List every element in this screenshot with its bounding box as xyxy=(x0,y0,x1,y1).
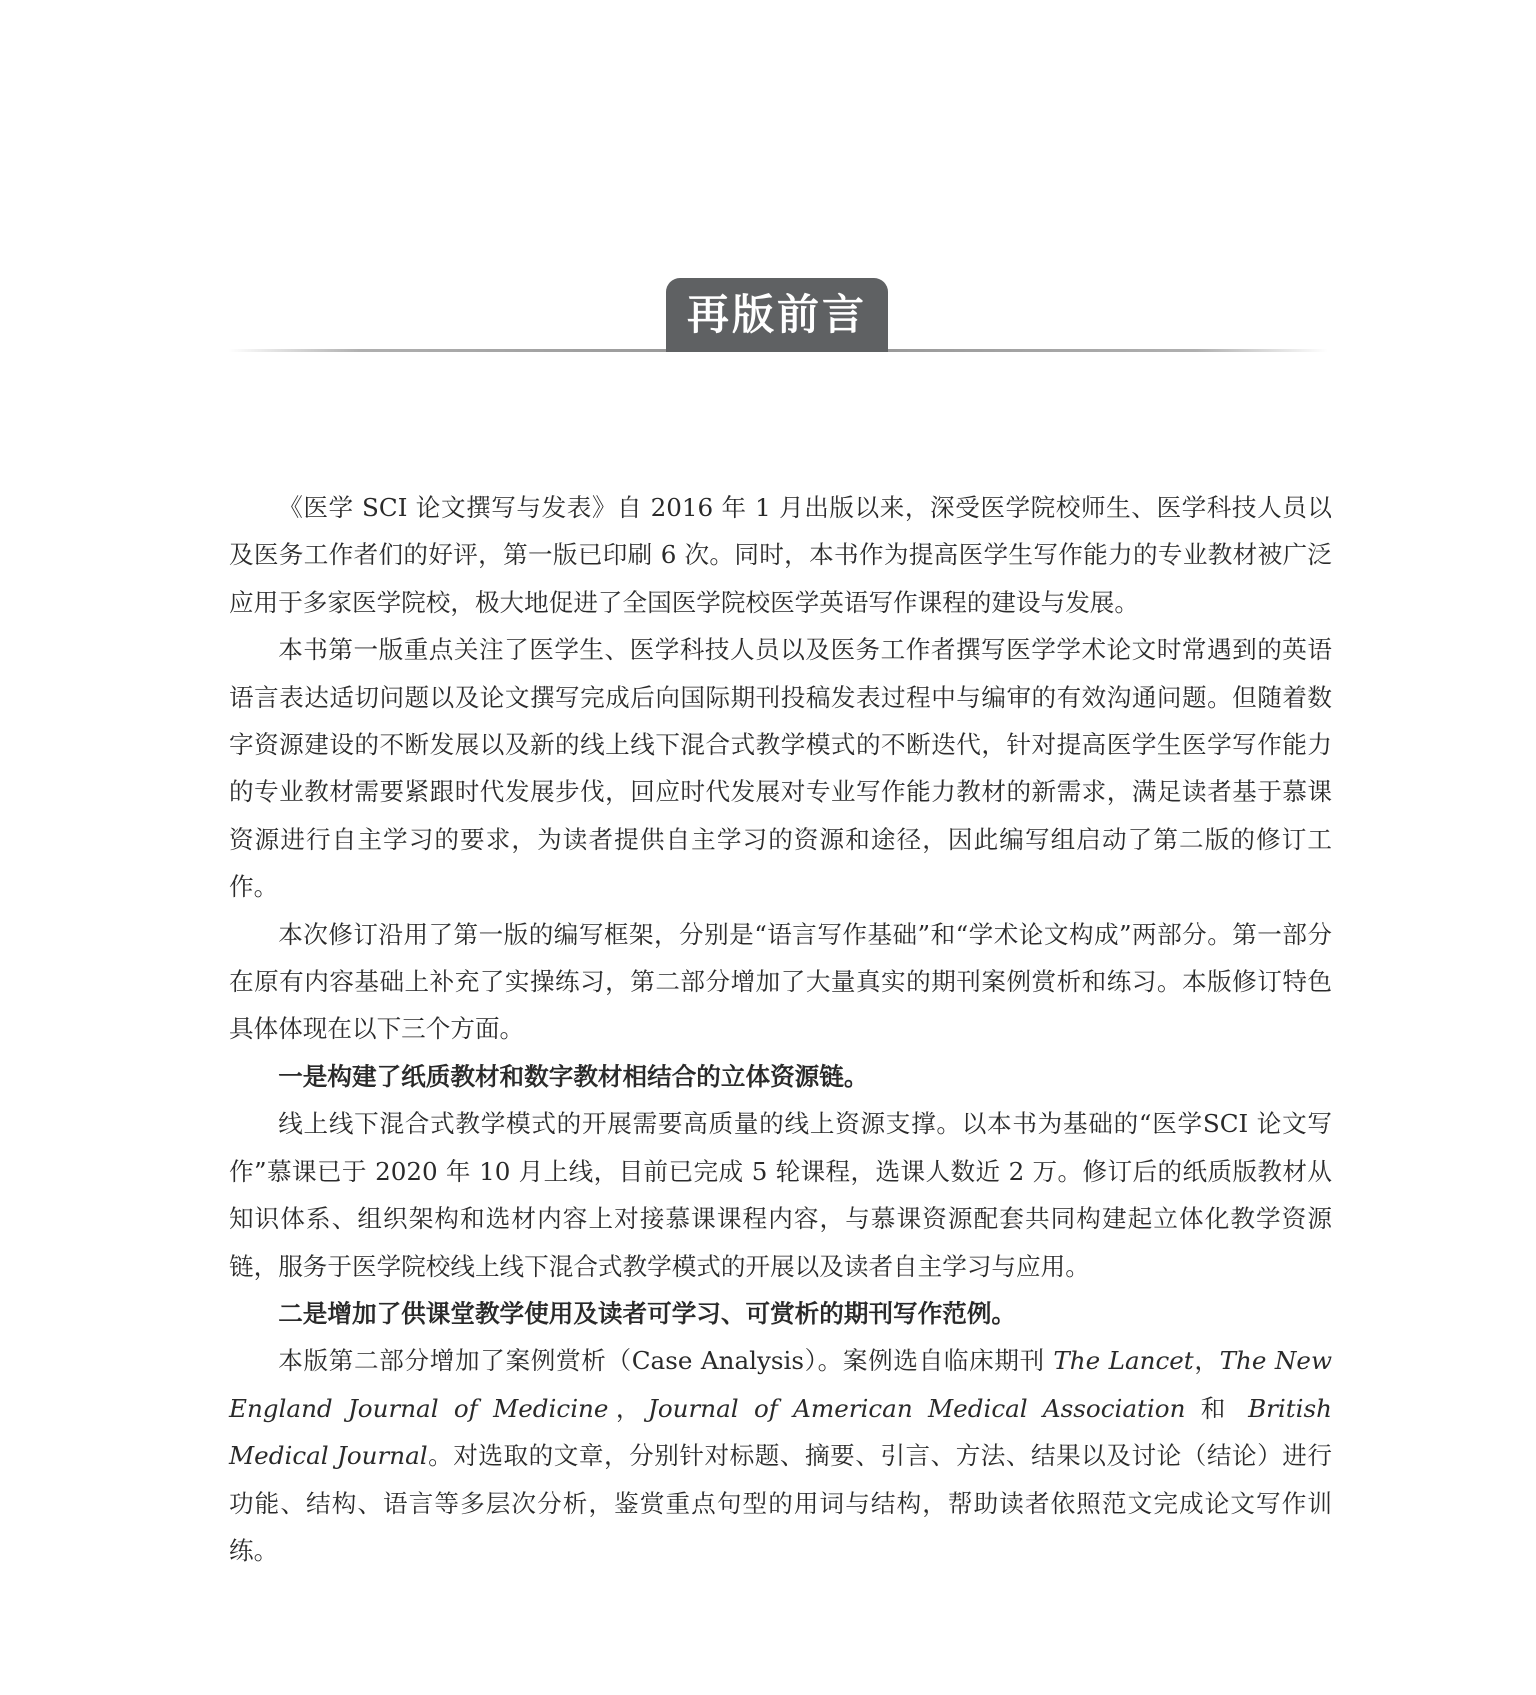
preface-body xyxy=(229,484,1332,1574)
journal-bmj: British Medical Journal xyxy=(229,1393,1332,1471)
paragraph-history: 《医学 SCI 论文撰写与发表》自 2016 年 1 月出版以来，深受医学院校师生、医学科技人员以及医务工作者们的好评，第一版已印刷 6 次。同时，本书作为提高医学生写作能力的专业教材被广泛应用于多家医学院校，极大地促进了全国医学院校医学英语写作课程的建设与发展。 xyxy=(229,493,1332,617)
title-header xyxy=(228,278,1328,352)
feature-heading-2: 二是增加了供课堂教学使用及读者可学习、可赏析的期刊写作范例。 xyxy=(278,1298,1017,1328)
journal-nejm: The New England Journal of Medicine xyxy=(229,1346,1332,1423)
paragraph-revision-framework: 本次修订沿用了第一版的编写框架，分别是“语言写作基础”和“学术论文构成”两部分。第一部分在原有内容基础上补充了实操练习，第二部分增加了大量真实的期刊案例赏析和练习。本版修订特色具体体现在以下三个方面。 xyxy=(229,919,1332,1044)
feature-heading-1: 一是构建了纸质教材和数字教材相结合的立体资源链。 xyxy=(278,1061,869,1091)
journal-jama: Journal of American Medical Association xyxy=(648,1393,1186,1423)
paragraph-first-edition-focus: 本书第一版重点关注了医学生、医学科技人员以及医务工作者撰写医学学术论文时常遇到的英语语言表达适切问题以及论文撰写完成后向国际期刊投稿发表过程中与编审的有效沟通问题。但随着数字资源建设的不断发展以及新的线上线下混合式教学模式的不断迭代，针对提高医学生医学写作能力的专业教材需要紧跟时代发展步伐，回应时代发展对专业写作能力教材的新需求，满足读者基于慕课资源进行自主学习的要求，为读者提供自主学习的资源和途径，因此编写组启动了第二版的修订工作。 xyxy=(229,635,1332,902)
case-text-4: 和 xyxy=(1185,1393,1249,1423)
paragraph-case-analysis xyxy=(229,1337,1332,1574)
journal-lancet: The Lancet xyxy=(1053,1346,1194,1376)
case-text-3: ， xyxy=(608,1393,649,1423)
case-text-1: 本版第二部分增加了案例赏析（Case Analysis）。案例选自临床期刊 xyxy=(278,1346,1054,1376)
case-text-2: ， xyxy=(1193,1346,1220,1376)
case-text-5: 。对选取的文章，分别针对标题、摘要、引言、方法、结果以及讨论（结论）进行功能、结构、语言等多层次分析，鉴赏重点句型的用词与结构，帮助读者依照范文完成论文写作训练。 xyxy=(229,1441,1332,1565)
paragraph-mooc-resources: 线上线下混合式教学模式的开展需要高质量的线上资源支撑。以本书为基础的“医学SCI 论文写作”慕课已于 2020 年 10 月上线，目前已完成 5 轮课程，选课人数近 2 万。修订后的纸质版教材从知识体系、组织架构和选材内容上对接慕课课程内容，与慕课资源配套共同构建起立体化教学资源链，服务于医学院校线上线下混合式教学模式的开展以及读者自主学习与应用。 xyxy=(229,1109,1332,1281)
page-title: 再版前言 xyxy=(666,278,888,352)
